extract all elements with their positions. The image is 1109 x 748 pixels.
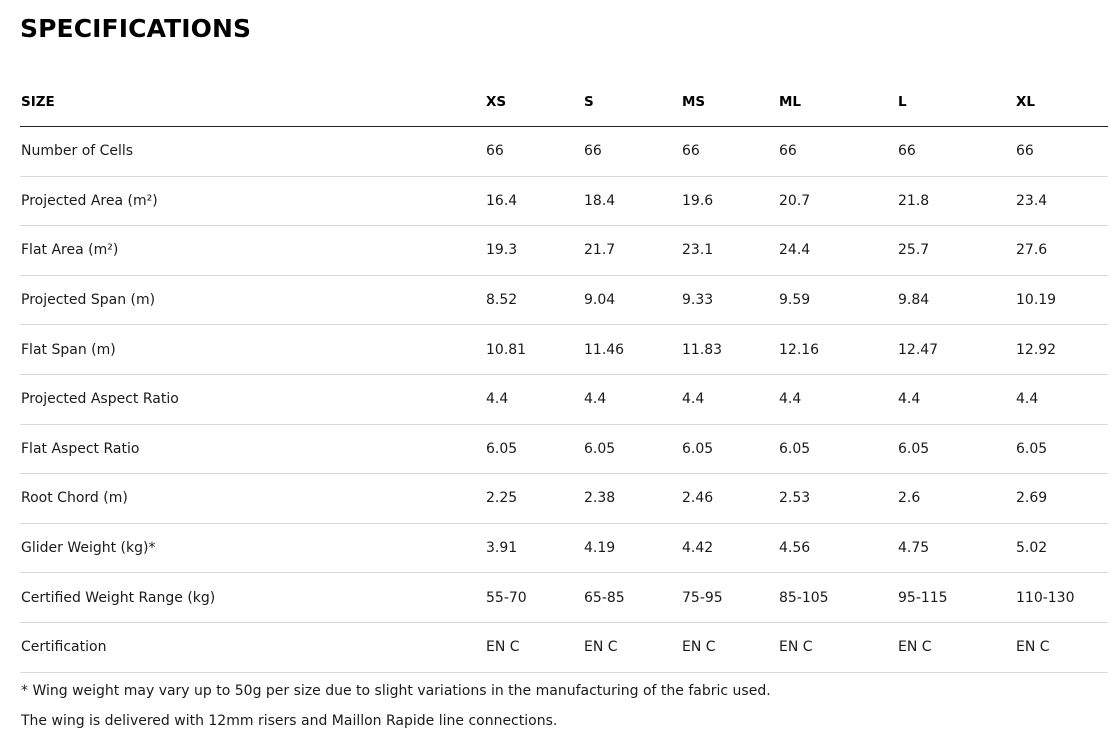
table-cell: 6.05 — [1016, 424, 1108, 474]
table-cell: 19.3 — [486, 226, 584, 276]
table-cell: 66 — [898, 127, 1016, 177]
table-body — [20, 127, 1108, 673]
table-row — [20, 176, 1108, 226]
table-cell: 9.84 — [898, 275, 1016, 325]
table-cell: 20.7 — [779, 176, 898, 226]
column-header-s: S — [584, 77, 682, 127]
table-cell: 75-95 — [682, 573, 779, 623]
table-cell: 4.4 — [682, 374, 779, 424]
table-cell: 66 — [1016, 127, 1108, 177]
row-label: Number of Cells — [20, 127, 486, 177]
table-cell: 27.6 — [1016, 226, 1108, 276]
table-cell: 23.4 — [1016, 176, 1108, 226]
table-cell: 4.4 — [486, 374, 584, 424]
table-cell: 24.4 — [779, 226, 898, 276]
table-cell: 19.6 — [682, 176, 779, 226]
table-cell: 4.75 — [898, 523, 1016, 573]
table-header-row — [20, 77, 1108, 127]
table-cell: 2.25 — [486, 474, 584, 524]
table-cell: 4.4 — [898, 374, 1016, 424]
page-title: SPECIFICATIONS — [20, 14, 252, 43]
table-cell: EN C — [584, 622, 682, 672]
table-cell: 21.7 — [584, 226, 682, 276]
table-cell: 9.33 — [682, 275, 779, 325]
table-cell: 110-130 — [1016, 573, 1108, 623]
table-cell: 10.81 — [486, 325, 584, 375]
table-cell: 21.8 — [898, 176, 1016, 226]
column-header-ml: ML — [779, 77, 898, 127]
table-cell: 2.69 — [1016, 474, 1108, 524]
table-cell: 66 — [779, 127, 898, 177]
table-cell: 9.59 — [779, 275, 898, 325]
table-cell: 25.7 — [898, 226, 1016, 276]
delivery-note: The wing is delivered with 12mm risers and Maillon Rapide line connections. — [21, 713, 558, 729]
column-header-xl: XL — [1016, 77, 1108, 127]
column-header-xs: XS — [486, 77, 584, 127]
table-row — [20, 474, 1108, 524]
table-cell: 9.04 — [584, 275, 682, 325]
table-cell: 66 — [486, 127, 584, 177]
table-row — [20, 226, 1108, 276]
table-cell: 8.52 — [486, 275, 584, 325]
table-cell: 12.16 — [779, 325, 898, 375]
table-cell: 2.38 — [584, 474, 682, 524]
table-cell: 95-115 — [898, 573, 1016, 623]
table-cell: 10.19 — [1016, 275, 1108, 325]
table-cell: 12.47 — [898, 325, 1016, 375]
table-cell: 65-85 — [584, 573, 682, 623]
table-row — [20, 275, 1108, 325]
table-cell: EN C — [682, 622, 779, 672]
table-cell: 3.91 — [486, 523, 584, 573]
table-cell: EN C — [898, 622, 1016, 672]
table-row — [20, 127, 1108, 177]
table-cell: 4.19 — [584, 523, 682, 573]
table-cell: EN C — [1016, 622, 1108, 672]
table-cell: 23.1 — [682, 226, 779, 276]
row-label: Flat Span (m) — [20, 325, 486, 375]
table-cell: EN C — [779, 622, 898, 672]
table-cell: 6.05 — [584, 424, 682, 474]
row-label: Projected Area (m²) — [20, 176, 486, 226]
table-cell: 55-70 — [486, 573, 584, 623]
row-label: Flat Aspect Ratio — [20, 424, 486, 474]
table-cell: 2.46 — [682, 474, 779, 524]
table-cell: 66 — [584, 127, 682, 177]
table-cell: 12.92 — [1016, 325, 1108, 375]
table-cell: EN C — [486, 622, 584, 672]
row-label: Glider Weight (kg)* — [20, 523, 486, 573]
table-cell: 4.4 — [779, 374, 898, 424]
table-cell: 11.83 — [682, 325, 779, 375]
column-header-size: SIZE — [20, 77, 486, 127]
row-label: Certified Weight Range (kg) — [20, 573, 486, 623]
table-cell: 66 — [682, 127, 779, 177]
weight-footnote: * Wing weight may vary up to 50g per size due to slight variations in the manufacturing of the fabric used. — [21, 683, 771, 699]
table-cell: 4.4 — [1016, 374, 1108, 424]
row-label: Projected Span (m) — [20, 275, 486, 325]
table-cell: 2.6 — [898, 474, 1016, 524]
table-cell: 85-105 — [779, 573, 898, 623]
table-cell: 6.05 — [486, 424, 584, 474]
row-label: Certification — [20, 622, 486, 672]
table-cell: 16.4 — [486, 176, 584, 226]
table-cell: 2.53 — [779, 474, 898, 524]
table-cell: 6.05 — [779, 424, 898, 474]
table-cell: 5.02 — [1016, 523, 1108, 573]
table-row — [20, 424, 1108, 474]
row-label: Projected Aspect Ratio — [20, 374, 486, 424]
table-cell: 4.56 — [779, 523, 898, 573]
table-cell: 6.05 — [898, 424, 1016, 474]
table-row — [20, 622, 1108, 672]
table-row — [20, 523, 1108, 573]
table-cell: 4.4 — [584, 374, 682, 424]
table-row — [20, 374, 1108, 424]
table-cell: 18.4 — [584, 176, 682, 226]
row-label: Root Chord (m) — [20, 474, 486, 524]
table-cell: 11.46 — [584, 325, 682, 375]
table-cell: 4.42 — [682, 523, 779, 573]
column-header-ms: MS — [682, 77, 779, 127]
table-row — [20, 573, 1108, 623]
table-row — [20, 325, 1108, 375]
column-header-l: L — [898, 77, 1016, 127]
table-cell: 6.05 — [682, 424, 779, 474]
specifications-table — [20, 77, 1108, 673]
row-label: Flat Area (m²) — [20, 226, 486, 276]
